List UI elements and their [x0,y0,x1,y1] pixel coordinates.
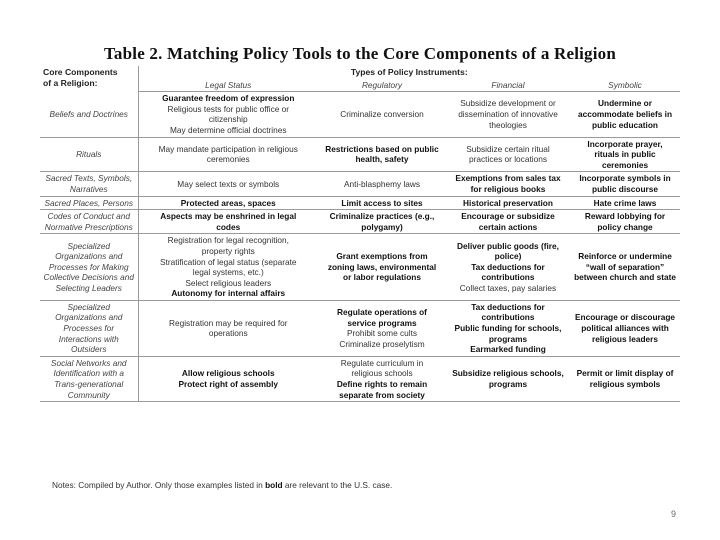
cell-line: Protect right of assembly [178,379,279,390]
cell-line: Exemptions from sales tax [455,173,561,184]
cell-line: certain actions [478,221,538,232]
cell-financial [446,210,570,234]
cell-line: Criminalize practices (e.g., [329,211,435,222]
table-row [40,234,680,301]
cell-regulatory [318,300,446,356]
cell-financial [446,172,570,196]
cell-symbolic [570,300,680,356]
row-label-core-component [40,300,138,356]
cell-legal-status [138,356,318,401]
row-label-line: Processes for [63,323,115,334]
cell-line: Criminalize conversion [340,109,424,120]
cell-line: Limit access to sites [341,197,423,208]
cell-financial [446,137,570,172]
cell-line: Protected areas, spaces [180,197,276,208]
cell-line: contributions [481,312,535,323]
column-header-legal-status: Legal Status [138,79,318,92]
table-row [40,356,680,401]
cell-line: police) [494,251,522,262]
cell-line: Hate crime laws [593,197,657,208]
cell-financial [446,196,570,210]
cell-line: policy change [597,221,653,232]
types-of-policy-instruments-header: Types of Policy Instruments: [350,67,468,77]
cell-line: Regulate operations of [337,307,427,318]
cell-regulatory [318,196,446,210]
cell-line: May determine official doctrines [169,124,287,135]
cell-line: Earmarked funding [470,344,546,355]
core-components-header-line: Core Components [43,67,118,77]
row-label-line: Social Networks and [50,357,127,368]
cell-line: Collect taxes, pay salaries [459,282,557,293]
cell-regulatory [318,356,446,401]
cell-line: Incorporate symbols in [579,173,671,184]
cell-line: contributions [481,272,535,283]
cell-regulatory [318,92,446,137]
cell-line: Deliver public goods (fire, [457,240,559,251]
table-notes [52,480,392,490]
row-label-line: Narratives [69,183,108,194]
row-label-line: Specialized [67,301,110,312]
cell-line: Permit or limit display of [576,368,674,379]
cell-line: Aspects may be enshrined in legal [160,211,297,222]
row-label-core-component [40,137,138,172]
table-title: Table 2. Matching Policy Tools to the Core Components of a Religion [103,44,617,63]
table-row [40,210,680,234]
cell-line: zoning laws, environmental [327,261,437,272]
row-label-core-component [40,210,138,234]
cell-regulatory [318,210,446,234]
row-label-line: Organizations and [55,251,123,262]
cell-line: Incorporate prayer, [587,138,663,149]
notes-prefix: Notes: Compiled by Author. Only those examples listed in [52,480,266,490]
cell-financial [446,300,570,356]
page-number: 9 [670,509,676,519]
cell-line: Encourage or discourage [574,312,676,323]
row-label-line: Trans-generational [54,379,124,390]
cell-legal-status [138,210,318,234]
cell-line: citizenship [208,114,248,125]
cell-line: Grant exemptions from [336,251,428,262]
cell-line: Criminalize proselytism [339,338,425,349]
row-label-line: Collective Decisions and [43,272,134,283]
row-label-line: Processes for Making [48,261,129,272]
cell-line: programs [488,333,528,344]
core-components-header [40,66,138,92]
cell-line: Subsidize religious schools, [452,368,564,379]
cell-line: accommodate beliefs in [577,109,673,120]
row-label-line: Outsiders [70,344,107,355]
cell-symbolic [570,234,680,301]
cell-financial [446,92,570,137]
cell-line: Select religious leaders [185,277,272,288]
row-label-line: Beliefs and Doctrines [49,108,128,119]
cell-line: Historical preservation [463,197,553,208]
column-header-regulatory: Regulatory [318,79,446,92]
cell-financial [446,356,570,401]
row-label-line: Normative Prescriptions [44,221,133,232]
cell-line: Encourage or subsidize [461,211,555,222]
cell-line: Reward lobbying for [584,211,666,222]
cell-line: Regulate curriculum in [340,357,424,368]
row-label-core-component [40,356,138,401]
cell-line: legal systems, etc.) [192,267,264,278]
cell-line: operations [208,328,248,339]
cell-legal-status [138,172,318,196]
cell-line: practices or locations [469,154,547,165]
row-label-core-component [40,92,138,137]
cell-regulatory [318,172,446,196]
cell-symbolic [570,172,680,196]
cell-line: Reinforce or undermine [578,251,672,262]
row-label-line: Interactions with [58,333,119,344]
row-label-line: Sacred Texts, Symbols, [45,173,133,184]
cell-line: political alliances with [581,323,669,334]
cell-line: Prohibit some cults [346,328,418,339]
cell-legal-status [138,92,318,137]
cell-line: for religious books [470,183,546,194]
cell-line: May mandate participation in religious [158,143,298,154]
row-label-line: Selecting Leaders [55,282,122,293]
cell-line: Registration for legal recognition, [167,235,289,246]
cell-line: Undermine or [598,98,652,109]
cell-line: service programs [347,317,417,328]
cell-regulatory [318,137,446,172]
cell-line: codes [216,221,241,232]
cell-line: Religious tests for public office or [167,103,290,114]
row-label-line: Community [67,389,110,400]
cell-financial [446,234,570,301]
core-components-header-line: of a Religion: [43,78,98,88]
row-label-core-component [40,234,138,301]
row-label-line: Codes of Conduct and [47,211,131,222]
row-label-line: Sacred Places, Persons [44,197,134,208]
cell-line: Subsidize certain ritual [466,143,550,154]
cell-line: Anti-blasphemy laws [343,178,421,189]
cell-line: religious leaders [592,333,658,344]
cell-line: separate from society [339,389,425,400]
row-label-line: Specialized [67,240,110,251]
cell-line: Public funding for schools, [454,323,562,334]
cell-line: religious symbols [589,379,661,390]
cell-legal-status [138,234,318,301]
row-label-line: Organizations and [55,312,123,323]
cell-line: Guarantee freedom of expression [162,93,295,104]
cell-line: Restrictions based on public [325,143,439,154]
cell-symbolic [570,210,680,234]
row-label-line: Identification with a [53,368,125,379]
table-row [40,137,680,172]
cell-line: property rights [201,245,255,256]
row-label-line: Rituals [76,149,102,160]
cell-line: Allow religious schools [181,368,275,379]
cell-line: Tax deductions for [471,301,545,312]
policy-table [40,66,680,402]
cell-line: polygamy) [361,221,403,232]
column-header-financial: Financial [446,79,570,92]
row-label-core-component [40,196,138,210]
cell-line: religious schools [351,368,413,379]
cell-line: dissemination of innovative [458,109,558,120]
cell-symbolic [570,137,680,172]
notes-bold-word: bold [265,480,283,490]
cell-symbolic [570,356,680,401]
cell-line: public discourse [592,183,658,194]
cell-symbolic [570,196,680,210]
cell-line: public education [592,119,658,130]
cell-line: between church and state [574,272,676,283]
cell-regulatory [318,234,446,301]
table-row [40,196,680,210]
row-label-core-component [40,172,138,196]
table-row [40,172,680,196]
cell-line: ceremonies [206,154,250,165]
column-header-symbolic: Symbolic [570,79,680,92]
cell-line: Autonomy for internal affairs [171,288,286,299]
cell-line: health, safety [355,154,409,165]
cell-legal-status [138,196,318,210]
table-row [40,300,680,356]
cell-line: or labor regulations [343,272,421,283]
cell-line: theologies [489,119,527,130]
cell-line: Stratification of legal status (separate [159,256,297,267]
cell-line: May select texts or symbols [177,178,280,189]
cell-symbolic [570,92,680,137]
table-row [40,92,680,137]
cell-line: ceremonies [601,159,649,170]
cell-line: programs [488,379,528,390]
cell-line: Subsidize development or [460,98,556,109]
notes-suffix: are relevant to the U.S. case. [282,480,393,490]
cell-line: Tax deductions for [471,261,545,272]
cell-legal-status [138,300,318,356]
cell-line: Registration may be required for [168,317,288,328]
cell-line: Define rights to remain [336,379,428,390]
cell-legal-status [138,137,318,172]
cell-line: rituals in public [594,149,656,160]
cell-line: “wall of separation” [585,261,665,272]
